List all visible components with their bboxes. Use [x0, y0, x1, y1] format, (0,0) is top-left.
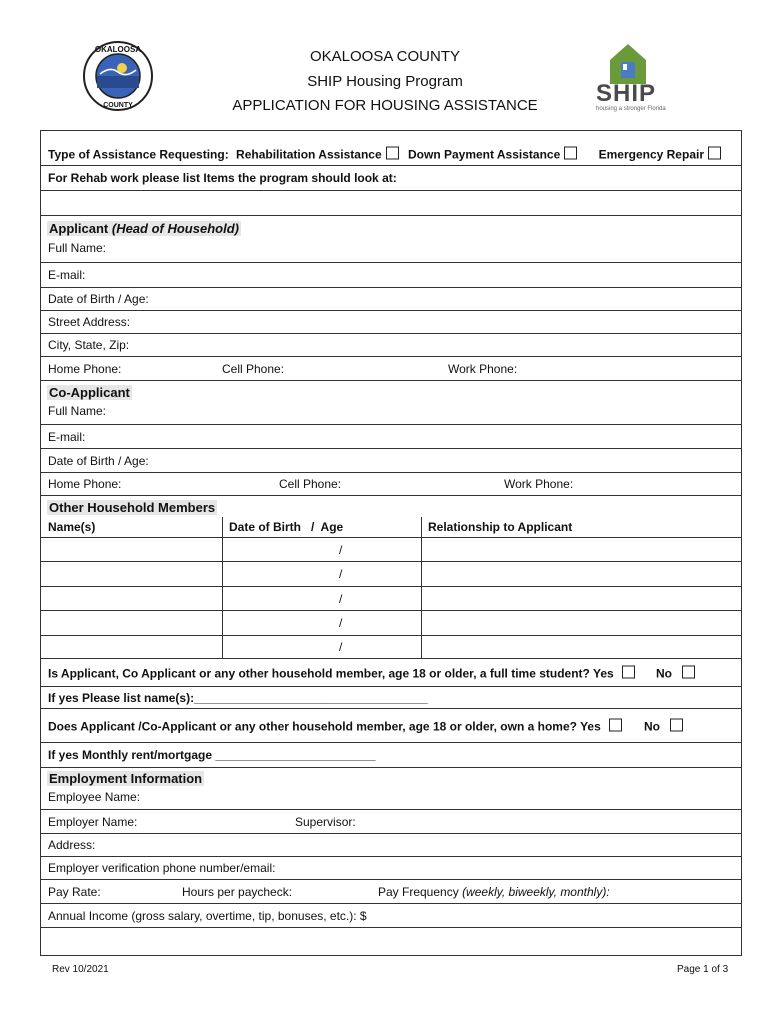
dob-separator: /	[339, 567, 343, 581]
household-row[interactable]	[41, 562, 741, 587]
verification-row[interactable]	[41, 857, 741, 880]
co-applicant-full-name[interactable]: Full Name:	[48, 404, 107, 418]
household-title: Other Household Members	[49, 500, 216, 515]
employment-title: Employment Information	[49, 771, 203, 786]
down-payment-checkbox[interactable]	[564, 147, 577, 160]
applicant-street-row[interactable]	[41, 311, 741, 334]
assistance-type-row	[41, 131, 741, 166]
applicant-dob-label: Date of Birth / Age:	[48, 292, 149, 306]
own-home-yes-checkbox[interactable]	[609, 718, 622, 731]
own-home-no-label: No	[644, 719, 660, 733]
pay-frequency-label: Pay Frequency	[378, 884, 459, 899]
applicant-city-label: City, State, Zip:	[48, 338, 130, 352]
student-names-label: If yes Please list name(s):___________________________________	[48, 690, 428, 705]
annual-income-row[interactable]	[41, 904, 741, 928]
employer-row[interactable]	[41, 810, 741, 834]
applicant-dob-row[interactable]	[41, 288, 741, 311]
household-col-dob: Date of Birth / Age	[229, 520, 344, 534]
blank-row[interactable]	[41, 928, 741, 955]
ship-tagline: housing a stronger Florida	[596, 106, 666, 112]
co-applicant-work-phone-label: Work Phone:	[504, 477, 574, 491]
page-number: Page 1 of 3	[677, 964, 729, 975]
rehab-list-row	[41, 166, 741, 191]
rent-row[interactable]	[41, 743, 741, 768]
applicant-home-phone-label: Home Phone:	[48, 361, 122, 376]
assistance-type-label: Type of Assistance Requesting:	[48, 147, 229, 162]
employer-address-label: Address:	[48, 838, 96, 852]
applicant-city-row[interactable]	[41, 334, 741, 357]
pay-row[interactable]	[41, 880, 741, 904]
co-applicant-cell-phone-label: Cell Phone:	[279, 477, 342, 491]
household-col-relationship: Relationship to Applicant	[428, 520, 573, 534]
co-applicant-title: Co-Applicant	[49, 385, 130, 400]
down-payment-label: Down Payment Assistance	[407, 147, 561, 162]
verification-label: Employer verification phone number/email:	[48, 861, 276, 875]
program-name: SHIP Housing Program	[307, 73, 463, 90]
applicant-title: Applicant (Head of Household)	[49, 221, 239, 236]
rehab-list-field[interactable]	[41, 191, 741, 216]
hours-label: Hours per paycheck:	[182, 884, 293, 899]
household-row[interactable]	[41, 636, 741, 659]
dob-separator: /	[339, 591, 343, 606]
pay-frequency-note: (weekly, biweekly, monthly):	[462, 884, 610, 899]
household-row[interactable]	[41, 587, 741, 611]
household-row[interactable]	[41, 538, 741, 562]
pay-rate-label: Pay Rate:	[48, 884, 101, 899]
form-title: APPLICATION FOR HOUSING ASSISTANCE	[232, 97, 538, 114]
dob-separator: /	[339, 640, 343, 654]
applicant-full-name[interactable]: Full Name:	[48, 241, 107, 255]
county-name: OKALOOSA COUNTY	[309, 48, 461, 65]
co-applicant-dob-row[interactable]	[41, 449, 741, 473]
household-col-names: Name(s)	[48, 520, 96, 534]
household-col-divider	[421, 517, 422, 659]
household-row[interactable]	[41, 611, 741, 636]
own-home-question: Does Applicant /Co-Applicant or any other household member, age 18 or older, own a home? Yes	[48, 719, 601, 733]
rehab-label: Rehabilitation Assistance	[236, 147, 382, 162]
student-no-checkbox[interactable]	[682, 665, 695, 678]
student-question: Is Applicant, Co Applicant or any other household member, age 18 or older, a full time student? Yes	[48, 666, 614, 680]
applicant-section	[41, 216, 741, 263]
co-applicant-home-phone-label: Home Phone:	[48, 477, 122, 491]
svg-text:OKALOOSA: OKALOOSA	[94, 45, 142, 54]
applicant-phone-row[interactable]	[41, 357, 741, 381]
employment-section	[41, 768, 741, 810]
employer-name-label: Employer Name:	[48, 814, 138, 829]
employee-name-label[interactable]: Employee Name:	[48, 790, 141, 804]
applicant-email-row[interactable]	[41, 263, 741, 288]
rehab-list-label: For Rehab work please list Items the program should look at:	[48, 171, 397, 185]
student-question-row	[41, 659, 741, 687]
rehab-checkbox[interactable]	[386, 147, 399, 160]
dob-separator: /	[339, 616, 343, 630]
svg-text:COUNTY: COUNTY	[103, 102, 133, 109]
student-no-label: No	[656, 666, 672, 680]
co-applicant-phone-row[interactable]	[41, 473, 741, 496]
student-yes-checkbox[interactable]	[622, 665, 635, 678]
applicant-street-label: Street Address:	[48, 315, 131, 329]
co-applicant-email-label: E-mail:	[48, 429, 86, 444]
own-home-no-checkbox[interactable]	[670, 718, 683, 731]
revision: Rev 10/2021	[52, 964, 109, 975]
supervisor-label: Supervisor:	[295, 814, 356, 829]
applicant-email-label: E-mail:	[48, 268, 86, 282]
household-section	[41, 496, 741, 538]
applicant-work-phone-label: Work Phone:	[448, 361, 518, 376]
co-applicant-email-row[interactable]	[41, 425, 741, 449]
co-applicant-section	[41, 381, 741, 425]
rent-label: If yes Monthly rent/mortgage ________________________	[48, 748, 376, 762]
emergency-repair-label: Emergency Repair	[598, 147, 704, 162]
household-col-divider	[222, 517, 223, 659]
application-form	[40, 130, 742, 956]
applicant-cell-phone-label: Cell Phone:	[222, 361, 285, 376]
co-applicant-dob-label: Date of Birth / Age:	[48, 453, 149, 468]
own-home-question-row	[41, 709, 741, 743]
student-names-row[interactable]	[41, 687, 741, 709]
ship-logo-text: SHIP	[596, 80, 657, 107]
emergency-repair-checkbox[interactable]	[708, 147, 721, 160]
ship-logo	[592, 40, 672, 112]
annual-income-label: Annual Income (gross salary, overtime, tip, bonuses, etc.): $	[48, 908, 367, 923]
employer-address-row[interactable]	[41, 834, 741, 857]
dob-separator: /	[339, 542, 343, 557]
